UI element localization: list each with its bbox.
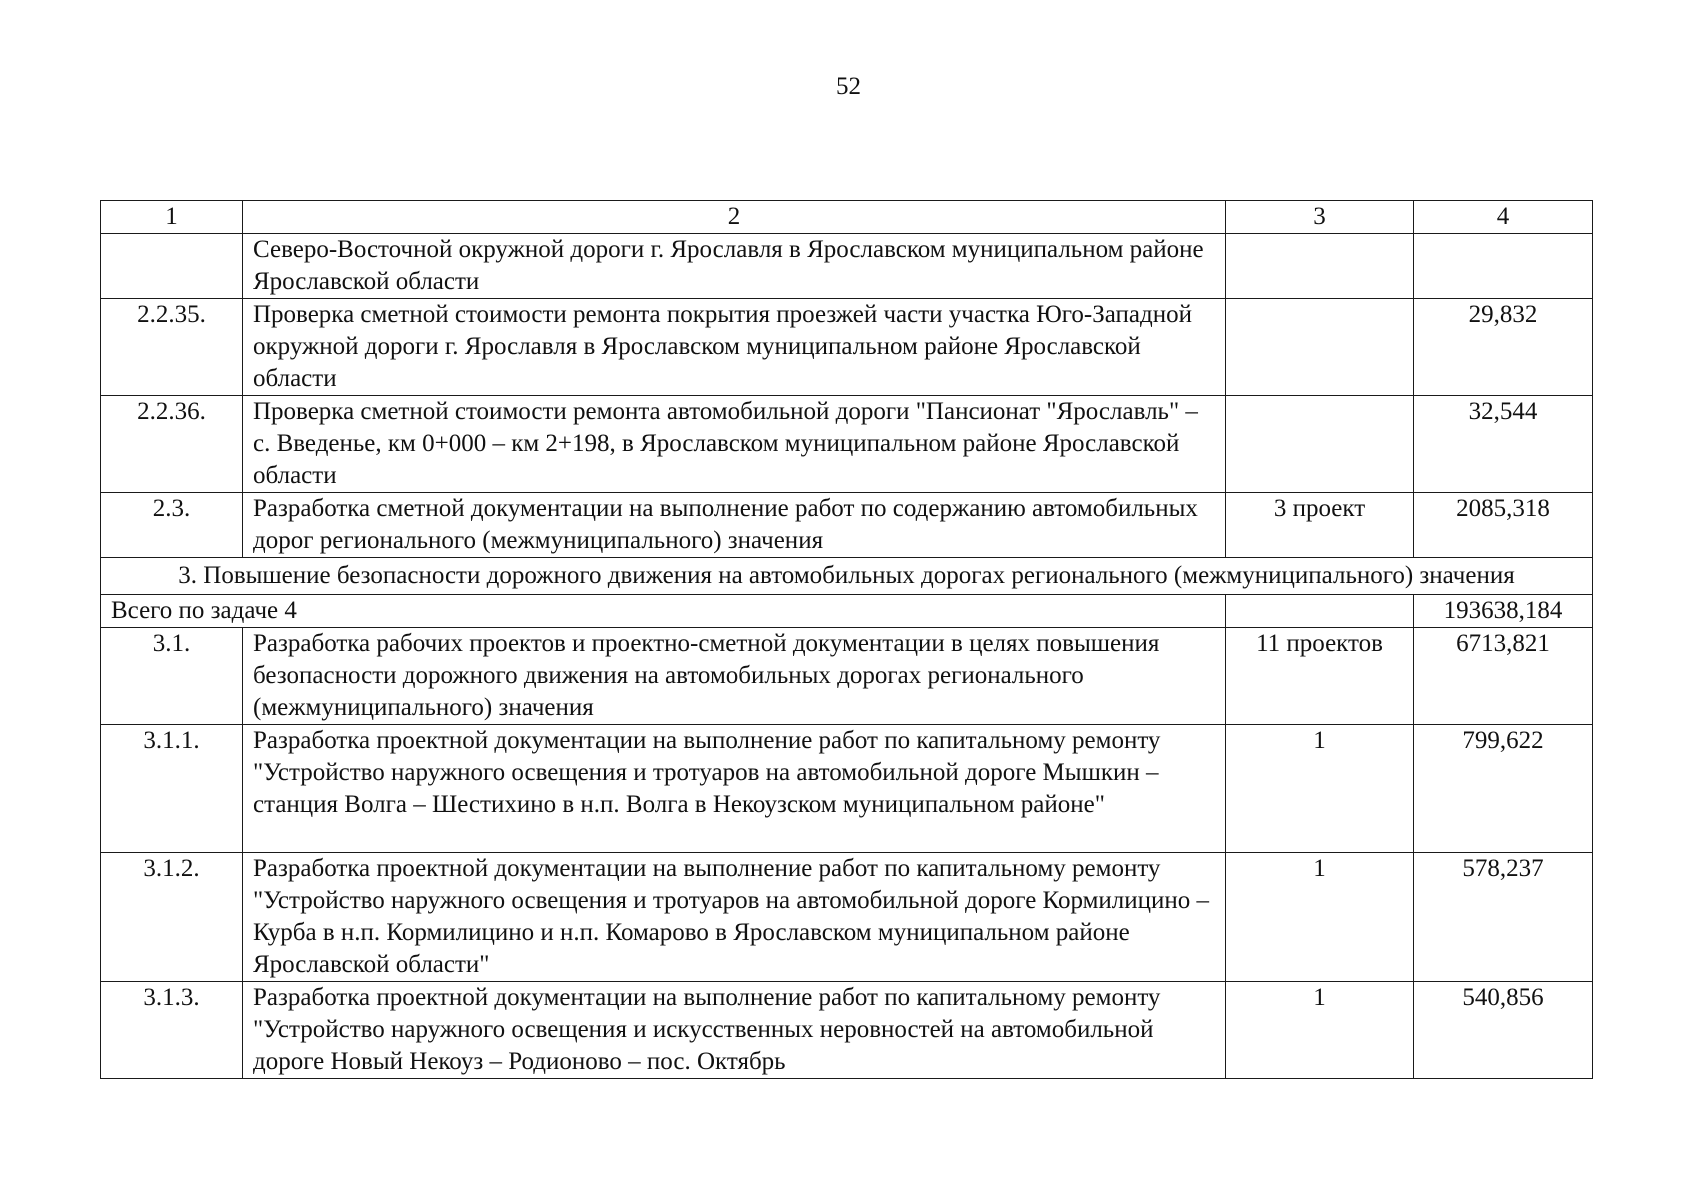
page-number: 52	[836, 73, 861, 100]
column-number-4: 4	[1414, 201, 1593, 234]
row-value: 29,832	[1414, 299, 1593, 396]
row-value: 6713,821	[1414, 628, 1593, 725]
row-description: Проверка сметной стоимости ремонта покрытия проезжей части участка Юго-Западной окружной дороги г. Ярославля в Ярославском муниципальном районе Ярославской области	[243, 299, 1226, 396]
total-value: 193638,184	[1414, 595, 1593, 628]
total-label: Всего по задаче 4	[101, 595, 1226, 628]
table-row	[101, 493, 1593, 558]
row-quantity: 11 проектов	[1226, 628, 1414, 725]
row-number: 3.1.	[101, 628, 243, 725]
row-description: Разработка проектной документации на выполнение работ по капитальному ремонту "Устройство наружного освещения и искусственных неровностей на автомобильной дороге Новый Некоуз – Родионово – пос. Октябрь	[243, 982, 1226, 1079]
row-value: 32,544	[1414, 396, 1593, 493]
total-row	[101, 595, 1593, 628]
row-quantity: 1	[1226, 982, 1414, 1079]
table-row	[101, 299, 1593, 396]
table-row	[101, 628, 1593, 725]
row-quantity: 3 проект	[1226, 493, 1414, 558]
section-heading-row	[101, 558, 1593, 595]
row-number: 3.1.3.	[101, 982, 243, 1079]
row-value	[1414, 234, 1593, 299]
table-row	[101, 396, 1593, 493]
column-number-1: 1	[101, 201, 243, 234]
row-quantity	[1226, 234, 1414, 299]
table-row	[101, 982, 1593, 1079]
row-number: 3.1.2.	[101, 853, 243, 982]
row-quantity	[1226, 299, 1414, 396]
row-value: 799,622	[1414, 725, 1593, 853]
table-row	[101, 725, 1593, 853]
section-title: 3. Повышение безопасности дорожного движения на автомобильных дорогах регионального (межмуниципального) значения	[101, 558, 1593, 595]
row-description: Северо-Восточной окружной дороги г. Ярославля в Ярославском муниципальном районе Ярославской области	[243, 234, 1226, 299]
row-description: Разработка сметной документации на выполнение работ по содержанию автомобильных дорог регионального (межмуниципального) значения	[243, 493, 1226, 558]
column-number-2: 2	[243, 201, 1226, 234]
row-quantity: 1	[1226, 725, 1414, 853]
row-number	[101, 234, 243, 299]
row-value: 578,237	[1414, 853, 1593, 982]
row-number: 3.1.1.	[101, 725, 243, 853]
row-description: Проверка сметной стоимости ремонта автомобильной дороги "Пансионат "Ярославль" – с. Введенье, км 0+000 – км 2+198, в Ярославском муниципальном районе Ярославской области	[243, 396, 1226, 493]
row-quantity: 1	[1226, 853, 1414, 982]
row-description: Разработка проектной документации на выполнение работ по капитальному ремонту "Устройство наружного освещения и тротуаров на автомобильной дороге Кормилицино – Курба в н.п. Кормилицино и н.п. Комарово в Ярославском муниципальном районе Ярославской области"	[243, 853, 1226, 982]
row-value: 540,856	[1414, 982, 1593, 1079]
table-row	[101, 853, 1593, 982]
row-value: 2085,318	[1414, 493, 1593, 558]
row-description: Разработка проектной документации на выполнение работ по капитальному ремонту "Устройство наружного освещения и тротуаров на автомобильной дороге Мышкин – станция Волга – Шестихино в н.п. Волга в Некоузском муниципальном районе"	[243, 725, 1226, 853]
program-table	[100, 200, 1593, 1079]
table-row-continued	[101, 234, 1593, 299]
column-number-3: 3	[1226, 201, 1414, 234]
row-description: Разработка рабочих проектов и проектно-сметной документации в целях повышения безопасности дорожного движения на автомобильных дорогах регионального (межмуниципального) значения	[243, 628, 1226, 725]
row-number: 2.2.36.	[101, 396, 243, 493]
row-number: 2.2.35.	[101, 299, 243, 396]
row-number: 2.3.	[101, 493, 243, 558]
row-quantity	[1226, 396, 1414, 493]
total-quantity	[1226, 595, 1414, 628]
column-number-row	[101, 201, 1593, 234]
